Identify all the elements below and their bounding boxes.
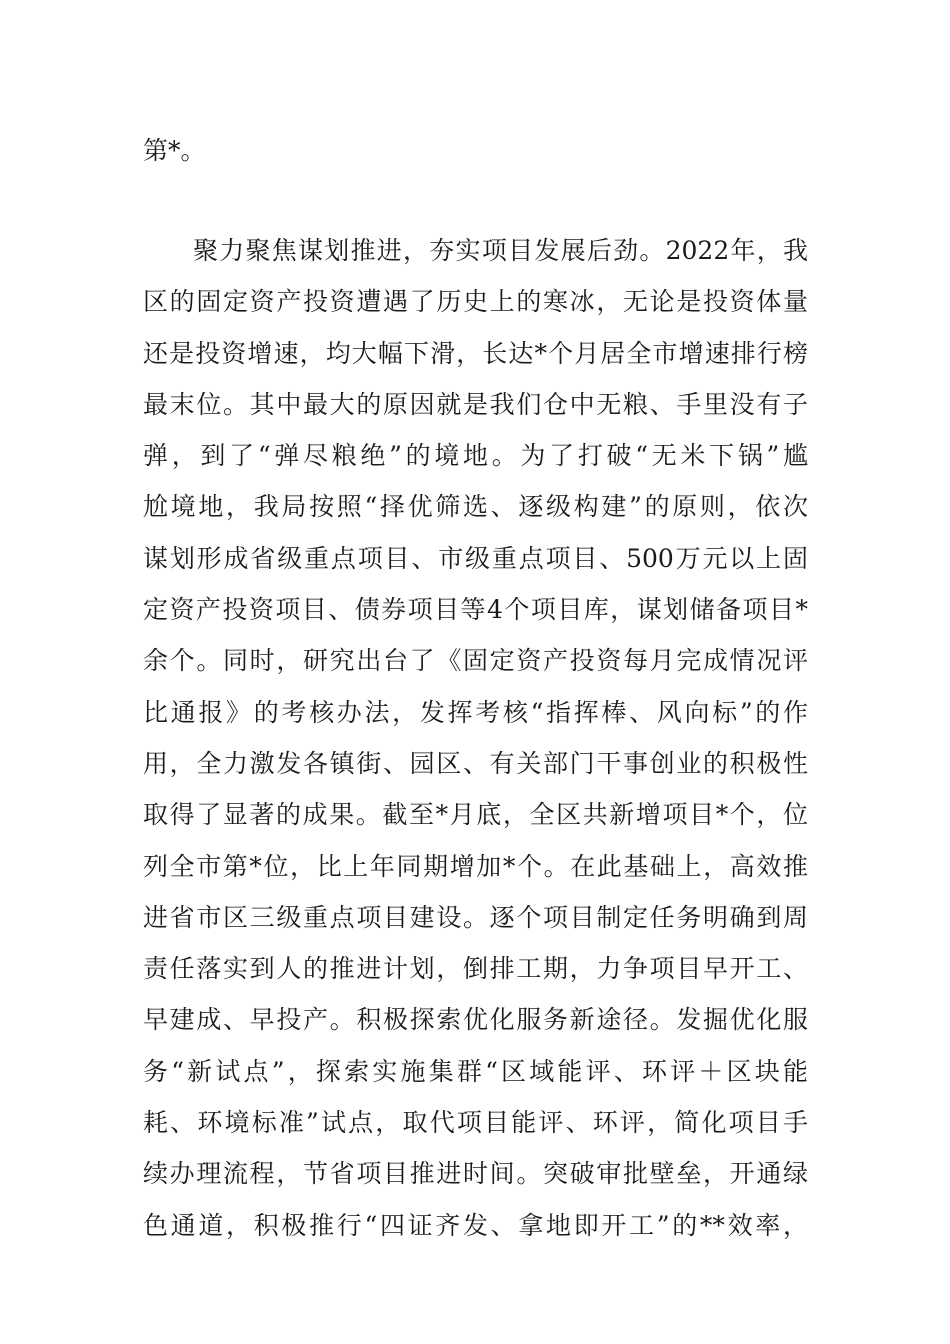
paragraph-line: 责任落实到人的推进计划，倒排工期，力争项目早开工、 [143, 954, 808, 984]
paragraph-line: 弹，到了“弹尽粮绝”的境地。为了打破“无米下锅”尴 [143, 441, 808, 471]
paragraph-line: 取得了显著的成果。截至*月底，全区共新增项目*个，位 [143, 800, 808, 830]
paragraph-line: 余个。同时，研究出台了《固定资产投资每月完成情况评 [143, 646, 808, 676]
paragraph-line: 耗、环境标准”试点，取代项目能评、环评，简化项目手 [143, 1108, 808, 1138]
paragraph-line: 聚力聚焦谋划推进，夯实项目发展后劲。2022年，我 [193, 236, 808, 265]
paragraph-line: 尬境地，我局按照“择优筛选、逐级构建”的原则，依次 [143, 492, 808, 522]
body-paragraph [143, 225, 808, 1251]
paragraph-line: 用，全力激发各镇街、园区、有关部门干事创业的积极性 [143, 748, 808, 778]
paragraph-line: 续办理流程，节省项目推进时间。突破审批壁垒，开通绿 [143, 1159, 808, 1189]
continuation-text [143, 125, 808, 176]
paragraph-line: 务“新试点”，探索实施集群“区域能评、环评＋区块能 [143, 1056, 808, 1086]
paragraph-line: 比通报》的考核办法，发挥考核“指挥棒、风向标”的作 [143, 697, 808, 727]
paragraph-line: 谋划形成省级重点项目、市级重点项目、500万元以上固 [143, 543, 808, 573]
paragraph-line: 还是投资增速，均大幅下滑，长达*个月居全市增速排行榜 [143, 338, 808, 368]
paragraph-line: 进省市区三级重点项目建设。逐个项目制定任务明确到周 [143, 902, 808, 932]
paragraph-line: 早建成、早投产。积极探索优化服务新途径。发掘优化服 [143, 1005, 808, 1035]
paragraph-line: 色通道，积极推行“四证齐发、拿地即开工”的**效率， [143, 1210, 808, 1240]
continuation-line: 第*。 [143, 136, 206, 165]
paragraph-line: 区的固定资产投资遭遇了历史上的寒冰，无论是投资体量 [143, 287, 808, 317]
paragraph-line: 定资产投资项目、债券项目等4个项目库，谋划储备项目* [143, 595, 808, 625]
paragraph-line: 列全市第*位，比上年同期增加*个。在此基础上，高效推 [143, 851, 808, 881]
paragraph-line: 最末位。其中最大的原因就是我们仓中无粮、手里没有子 [143, 389, 808, 419]
